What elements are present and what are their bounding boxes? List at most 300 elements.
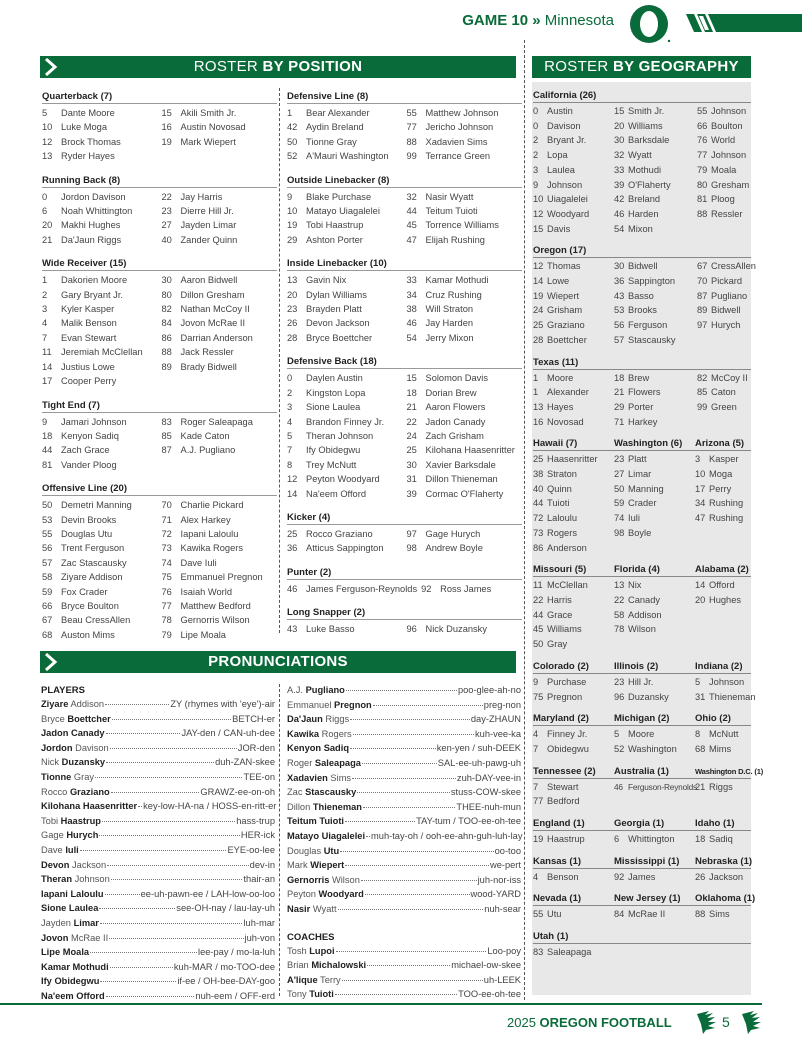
player-name: Kade Caton	[180, 430, 230, 441]
player-name: Ashton Porter	[306, 234, 363, 245]
person-name	[41, 945, 89, 960]
state-group	[533, 564, 614, 652]
jersey-number: 53	[614, 305, 625, 316]
player-name: Dylan Williams	[306, 289, 367, 300]
player-entry	[42, 106, 158, 120]
jersey-number: 12	[287, 474, 298, 485]
player-last-name: Pickard	[711, 276, 743, 287]
player-entry	[42, 331, 158, 345]
jersey-number: 34	[695, 498, 706, 509]
first-name: Douglas	[287, 845, 322, 856]
position-group	[42, 175, 277, 248]
last-name: Michalowski	[311, 960, 367, 971]
state-player-entry	[697, 371, 751, 386]
person-name	[41, 726, 105, 741]
state-group	[533, 931, 751, 960]
pronunciation-text: day-ZHAUN	[470, 714, 521, 725]
player-name: Zach Grisham	[425, 430, 484, 441]
pronunciation-entry	[287, 727, 521, 742]
jersey-number: 54	[406, 332, 417, 343]
player-name: Will Straton	[425, 304, 474, 315]
player-name: Zach Grace	[61, 445, 110, 456]
banner-title-bold: BY POSITION	[262, 58, 363, 75]
person-name	[287, 902, 337, 917]
player-last-name: Flowers	[628, 387, 661, 398]
pronunciation-text: preg-non	[483, 699, 521, 710]
jersey-number: 21	[42, 234, 53, 245]
player-entry	[287, 622, 403, 636]
person-name	[287, 712, 349, 727]
jersey-number: 81	[697, 194, 708, 205]
player-name: Cormac O'Flaherty	[425, 488, 504, 499]
player-last-name: Novosad	[547, 416, 584, 427]
state-player-entry	[614, 207, 697, 222]
player-entry	[162, 120, 278, 134]
pronunciation-text: HER-ick	[240, 830, 275, 841]
jersey-number: 1	[533, 372, 539, 383]
player-name: Daylen Austin	[306, 373, 363, 384]
player-name: Elijah Rushing	[425, 234, 485, 245]
jersey-number: 78	[161, 615, 172, 626]
last-name: Boettcher	[67, 713, 111, 724]
state-player-entry	[695, 690, 756, 705]
state-player-entry	[695, 482, 751, 497]
player-name: Matthew Bedford	[180, 600, 251, 611]
player-last-name: Harris	[547, 594, 572, 605]
player-last-name: Hurych	[711, 320, 741, 331]
chevron-right-icon	[43, 57, 59, 77]
first-name: Lipe	[41, 947, 61, 958]
jersey-number: 29	[614, 401, 625, 412]
player-entry	[42, 429, 158, 443]
player-name: Brayden Platt	[306, 304, 362, 315]
player-last-name: CressAllen	[711, 261, 756, 272]
geography-panel	[532, 82, 764, 995]
pronunciation-text: ken-yen / suh-DEEK	[436, 743, 521, 754]
player-entry	[42, 458, 158, 472]
player-entry	[42, 302, 158, 316]
jersey-number: 92	[614, 871, 625, 882]
column-divider	[279, 684, 280, 996]
player-entry	[407, 331, 523, 345]
person-name	[41, 843, 79, 858]
pronunciation-text: ee-uh-pawn-ee / LAH-low-oo-loo	[140, 888, 275, 899]
state-player-entry	[697, 178, 751, 193]
jersey-number: 97	[406, 528, 417, 539]
player-name: Kilohana Haasenritter	[425, 445, 515, 456]
jersey-number: 72	[161, 528, 172, 539]
jersey-number: 7	[42, 332, 48, 343]
player-last-name: Harkey	[628, 416, 658, 427]
state-player-entry	[697, 104, 751, 119]
player-name: Jeremiah McClellan	[61, 347, 143, 358]
position-column	[287, 91, 522, 648]
player-entry	[42, 149, 158, 163]
player-last-name: Perry	[709, 483, 732, 494]
roster-by-geography-banner	[532, 56, 751, 78]
wing-icon	[695, 1010, 717, 1034]
first-name: A'lique	[287, 974, 318, 985]
jersey-number: 66	[697, 120, 708, 131]
player-last-name: Duzansky	[628, 691, 669, 702]
player-name: Dorian Brew	[425, 387, 477, 398]
player-name: Gavin Nix	[306, 275, 347, 286]
player-entry	[407, 190, 523, 204]
jersey-number: 15	[533, 223, 544, 234]
player-list	[287, 582, 522, 596]
pronunciation-text: key-low-HA-na / HOSS-en-ritt-er	[143, 801, 277, 812]
last-name: Wilson	[331, 874, 360, 885]
jersey-number: 7	[287, 445, 293, 456]
state-title: Nebraska (1)	[695, 855, 753, 867]
player-entry	[42, 120, 158, 134]
state-player-entry	[614, 371, 697, 386]
state-player-entry	[695, 832, 751, 847]
player-entry	[162, 527, 278, 541]
player-entry	[162, 570, 278, 584]
pronunciation-entry	[287, 683, 521, 698]
state-title: Colorado (2)	[533, 661, 614, 674]
jersey-number: 98	[614, 527, 625, 538]
player-entry	[162, 302, 278, 316]
player-entry	[42, 599, 158, 613]
player-entry	[407, 429, 523, 443]
dot-leader	[90, 952, 197, 953]
pronunciation-entry	[41, 931, 275, 946]
jersey-number: 85	[697, 387, 708, 398]
pronunciation-entry	[41, 945, 275, 960]
pronunciation-entry	[287, 858, 521, 873]
state-player-entry	[533, 192, 614, 207]
roster-by-position-banner	[40, 56, 516, 78]
player-entry	[407, 487, 523, 501]
player-last-name: Austin	[547, 106, 573, 116]
jersey-number: 13	[614, 580, 625, 591]
dot-leader	[107, 865, 249, 866]
player-last-name: Offord	[709, 580, 735, 591]
player-name: Kyler Kasper	[61, 304, 115, 315]
player-name: Atticus Sappington	[306, 543, 384, 554]
geography-row	[533, 818, 751, 847]
player-entry	[42, 527, 158, 541]
player-last-name: Wilson	[628, 624, 656, 635]
last-name: Pregnon	[334, 699, 372, 710]
player-list	[287, 622, 522, 636]
player-entry	[407, 302, 523, 316]
player-entry	[287, 106, 403, 120]
jersey-number: 1	[42, 275, 48, 286]
jersey-number: 18	[42, 430, 53, 441]
person-name	[287, 829, 365, 844]
player-name: Isaiah World	[180, 586, 233, 597]
jersey-number: 72	[533, 513, 544, 524]
state-player-entry	[533, 318, 614, 333]
jersey-number: 23	[161, 206, 172, 217]
person-name	[287, 771, 351, 786]
position-group	[287, 512, 522, 556]
pronunciation-entry	[287, 814, 521, 829]
jersey-number: 4	[533, 729, 539, 740]
state-player-entry	[614, 511, 695, 526]
player-entry	[162, 513, 278, 527]
player-name: Ryder Hayes	[61, 151, 115, 162]
jersey-number: 6	[614, 834, 620, 845]
jersey-number: 7	[533, 781, 539, 792]
player-last-name: Rushing	[709, 498, 744, 509]
jersey-number: 5	[614, 729, 620, 740]
first-name: Bryce	[41, 713, 65, 724]
player-last-name: Hayes	[547, 401, 574, 412]
footer-rule	[0, 1003, 762, 1005]
position-group	[287, 258, 522, 345]
jersey-number: 25	[287, 528, 298, 539]
player-name: Cooper Perry	[61, 376, 117, 387]
player-name: Jay Harris	[180, 191, 223, 202]
jersey-number: 24	[406, 430, 417, 441]
first-name: Matayo	[287, 830, 320, 841]
last-name: Thieneman	[312, 801, 362, 812]
last-name: Jackson	[72, 859, 107, 870]
jersey-number: 46	[287, 583, 298, 594]
jersey-number: 70	[697, 276, 708, 287]
pronunciation-text: thair-an	[243, 874, 275, 885]
state-player-entry	[533, 119, 614, 134]
state-group	[695, 564, 751, 652]
player-last-name: Purchase	[547, 676, 587, 687]
player-entry	[42, 273, 158, 287]
player-entry	[162, 345, 278, 359]
jersey-number: 80	[161, 289, 172, 300]
last-name: Mothudi	[72, 961, 109, 972]
geography-row	[533, 245, 756, 347]
jersey-number: 9	[287, 191, 293, 202]
player-name: Kamar Mothudi	[425, 275, 489, 286]
position-group-title: Kicker (4)	[287, 512, 522, 525]
state-player-entry	[533, 690, 614, 705]
player-last-name: Lowe	[547, 276, 570, 287]
state-player-entry	[533, 794, 614, 809]
person-name	[41, 989, 105, 1004]
player-entry	[287, 288, 403, 302]
first-name: Dave	[41, 844, 63, 855]
player-list	[287, 190, 522, 248]
player-last-name: Bryant Jr.	[547, 135, 587, 146]
player-name: Xadavien Sims	[425, 136, 488, 147]
player-name: Nathan McCoy II	[180, 304, 250, 315]
state-title: Mississippi (1)	[614, 856, 695, 869]
jersey-number: 0	[533, 120, 539, 131]
player-name: Devin Brooks	[61, 514, 117, 525]
state-player-entry	[614, 318, 697, 333]
player-entry	[162, 556, 278, 570]
player-last-name: McCoy II	[711, 372, 748, 383]
state-player-entry	[614, 274, 697, 289]
state-player-entry	[695, 578, 751, 593]
jersey-number: 23	[614, 676, 625, 687]
pronunciation-text: juh-nor-iss	[477, 874, 521, 885]
first-name: Gernorris	[287, 874, 330, 885]
state-player-list	[533, 259, 756, 347]
position-group	[287, 91, 522, 164]
jersey-number: 15	[614, 106, 625, 116]
player-entry	[287, 273, 403, 287]
column-divider	[524, 40, 525, 1000]
dot-leader	[336, 951, 487, 952]
player-last-name: Johnson	[547, 179, 583, 190]
player-name: Tobi Haastrup	[306, 220, 364, 231]
player-entry	[407, 415, 523, 429]
state-group	[695, 713, 751, 756]
person-name	[41, 697, 104, 712]
jersey-number: 40	[533, 483, 544, 494]
dot-leader	[99, 835, 240, 836]
state-player-entry	[533, 526, 614, 541]
state-player-entry	[533, 148, 614, 163]
state-player-entry	[533, 945, 614, 960]
player-entry	[407, 135, 523, 149]
jersey-number: 42	[287, 122, 298, 133]
pronunciation-entry	[287, 873, 521, 888]
jersey-number: 4	[42, 318, 48, 329]
last-name: Haasenritter	[82, 801, 138, 812]
player-last-name: McClellan	[547, 580, 588, 591]
state-player-entry	[695, 593, 751, 608]
player-entry	[42, 204, 158, 218]
state-player-entry	[697, 274, 751, 289]
dot-leader	[95, 777, 242, 778]
dot-leader	[105, 894, 140, 895]
player-last-name: Porter	[628, 401, 654, 412]
player-name: Aaron Flowers	[425, 402, 486, 413]
player-entry	[287, 120, 403, 134]
pronunciation-text: see-OH-nay / lau-lay-uh	[176, 903, 275, 914]
jersey-number: 99	[406, 151, 417, 162]
person-name	[41, 901, 98, 916]
position-group-title: Long Snapper (2)	[287, 607, 522, 620]
position-group-title: Defensive Line (8)	[287, 91, 522, 104]
jersey-number: 14	[695, 580, 706, 591]
jersey-number: 74	[161, 557, 172, 568]
player-entry	[162, 204, 278, 218]
position-group-title: Outside Linebacker (8)	[287, 175, 522, 188]
player-entry	[42, 628, 158, 642]
player-name: Jadon Canady	[425, 416, 486, 427]
player-entry	[162, 443, 278, 457]
jersey-number: 77	[161, 600, 172, 611]
jersey-number: 33	[614, 164, 625, 175]
jersey-number: 16	[161, 122, 172, 133]
player-name: Na'eem Offord	[306, 488, 366, 499]
state-group	[533, 818, 614, 847]
player-last-name: Breland	[628, 194, 661, 205]
pronunciation-entry	[287, 987, 521, 1002]
geography-row	[533, 357, 751, 430]
player-name: Cruz Rushing	[425, 289, 482, 300]
state-group	[614, 818, 695, 847]
player-last-name: Laloulu	[547, 513, 577, 524]
player-name: Bryce Boulton	[61, 600, 119, 611]
pronunciation-text: BETCH-er	[232, 713, 275, 724]
player-last-name: Rogers	[547, 527, 577, 538]
person-name	[287, 785, 356, 800]
jersey-number: 0	[287, 373, 293, 384]
player-entry	[287, 582, 417, 596]
state-player-list	[614, 675, 695, 704]
dot-leader	[367, 965, 450, 966]
player-entry	[407, 288, 523, 302]
jersey-number: 50	[287, 136, 298, 147]
jersey-number: 76	[697, 135, 708, 146]
jersey-number: 3	[533, 164, 539, 175]
state-player-entry	[533, 482, 614, 497]
player-entry	[407, 204, 523, 218]
pronunciation-entry	[287, 944, 521, 959]
player-last-name: Quinn	[547, 483, 572, 494]
last-name: Moala	[62, 947, 90, 958]
game-label	[462, 12, 614, 29]
position-group-title: Offensive Line (20)	[42, 483, 277, 496]
player-last-name: Sappington	[628, 276, 676, 287]
jersey-number: 86	[533, 542, 544, 553]
state-player-entry	[533, 541, 614, 556]
jersey-number: 97	[697, 320, 708, 331]
state-player-entry	[695, 675, 751, 690]
state-player-list	[533, 104, 751, 236]
jersey-number: 52	[287, 151, 298, 162]
first-name: Nick	[41, 757, 60, 768]
player-name: Fox Crader	[61, 586, 108, 597]
player-name: Aydin Breland	[306, 122, 364, 133]
pronunciation-entry	[41, 828, 275, 843]
player-name: Trey McNutt	[306, 459, 357, 470]
player-name: Gernorris Wilson	[180, 615, 250, 626]
player-entry	[287, 386, 403, 400]
jersey-number: 38	[533, 469, 544, 480]
first-name: Kamar	[41, 961, 70, 972]
pronunciation-entry	[41, 770, 275, 785]
first-name: Nasir	[287, 903, 311, 914]
last-name: Sims	[330, 772, 352, 783]
position-group	[42, 483, 277, 642]
player-last-name: Moore	[547, 372, 574, 383]
player-last-name: Boyle	[628, 527, 652, 538]
state-group	[533, 766, 614, 809]
player-entry	[42, 316, 158, 330]
player-list	[287, 273, 522, 345]
player-name: Luke Basso	[306, 624, 355, 635]
jersey-number: 71	[161, 514, 172, 525]
dot-leader	[350, 748, 436, 749]
player-last-name: Addison	[628, 609, 662, 620]
player-last-name: Davis	[547, 223, 571, 234]
jersey-number: 75	[161, 572, 172, 583]
player-last-name: Brooks	[628, 305, 657, 316]
state-title: Oklahoma (1)	[695, 893, 756, 905]
player-name: Aaron Bidwell	[180, 275, 238, 286]
player-last-name: Pregnon	[547, 691, 583, 702]
state-player-entry	[697, 385, 751, 400]
jersey-number: 0	[533, 106, 539, 116]
player-last-name: Bidwell	[628, 261, 658, 272]
jersey-number: 81	[42, 459, 53, 470]
dot-leader	[80, 850, 227, 851]
state-player-entry	[614, 870, 695, 885]
dot-leader	[100, 981, 176, 982]
state-player-entry	[533, 303, 614, 318]
jersey-number: 36	[614, 276, 625, 287]
state-player-list	[533, 578, 614, 652]
wing-icon	[740, 1010, 762, 1034]
